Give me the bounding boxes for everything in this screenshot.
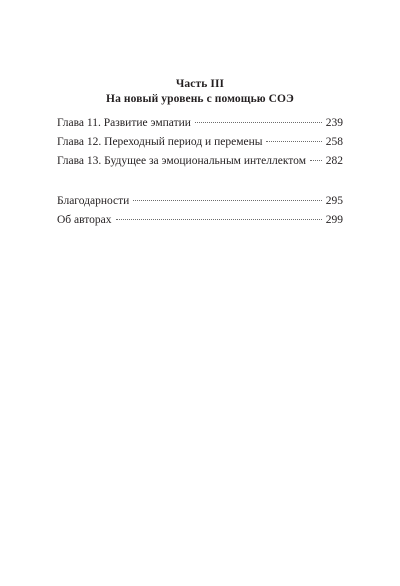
dot-leader	[133, 199, 321, 201]
dot-leader	[310, 159, 322, 161]
toc-entry-title: Глава 11. Развитие эмпатии	[57, 117, 191, 129]
part-title: На новый уровень с помощью СОЭ	[106, 93, 294, 105]
toc-entry-page-number: 282	[325, 155, 343, 167]
part-label: Часть III	[175, 78, 225, 90]
dot-leader	[116, 218, 322, 220]
toc-entry-page-number: 299	[325, 214, 343, 226]
toc-entry-title: Об авторах	[57, 214, 112, 226]
toc-entry-title: Глава 13. Будущее за эмоциональным интеллектом	[57, 155, 306, 167]
toc-entry-about-authors[interactable]	[57, 212, 343, 228]
toc-entry-chapter-13[interactable]	[57, 153, 343, 169]
toc-entry-page-number: 239	[325, 117, 343, 129]
toc-entry-title: Глава 12. Переходный период и перемены	[57, 136, 263, 148]
dot-leader	[266, 140, 321, 142]
toc-entry-chapter-12[interactable]	[57, 134, 343, 150]
toc-entry-page-number: 258	[325, 136, 343, 148]
toc-entry-page-number: 295	[325, 195, 343, 207]
toc-entry-title: Благодарности	[57, 195, 130, 207]
toc-entry-acknowledgements[interactable]	[57, 193, 343, 209]
toc-entry-chapter-11[interactable]	[57, 115, 343, 131]
dot-leader	[195, 121, 322, 123]
